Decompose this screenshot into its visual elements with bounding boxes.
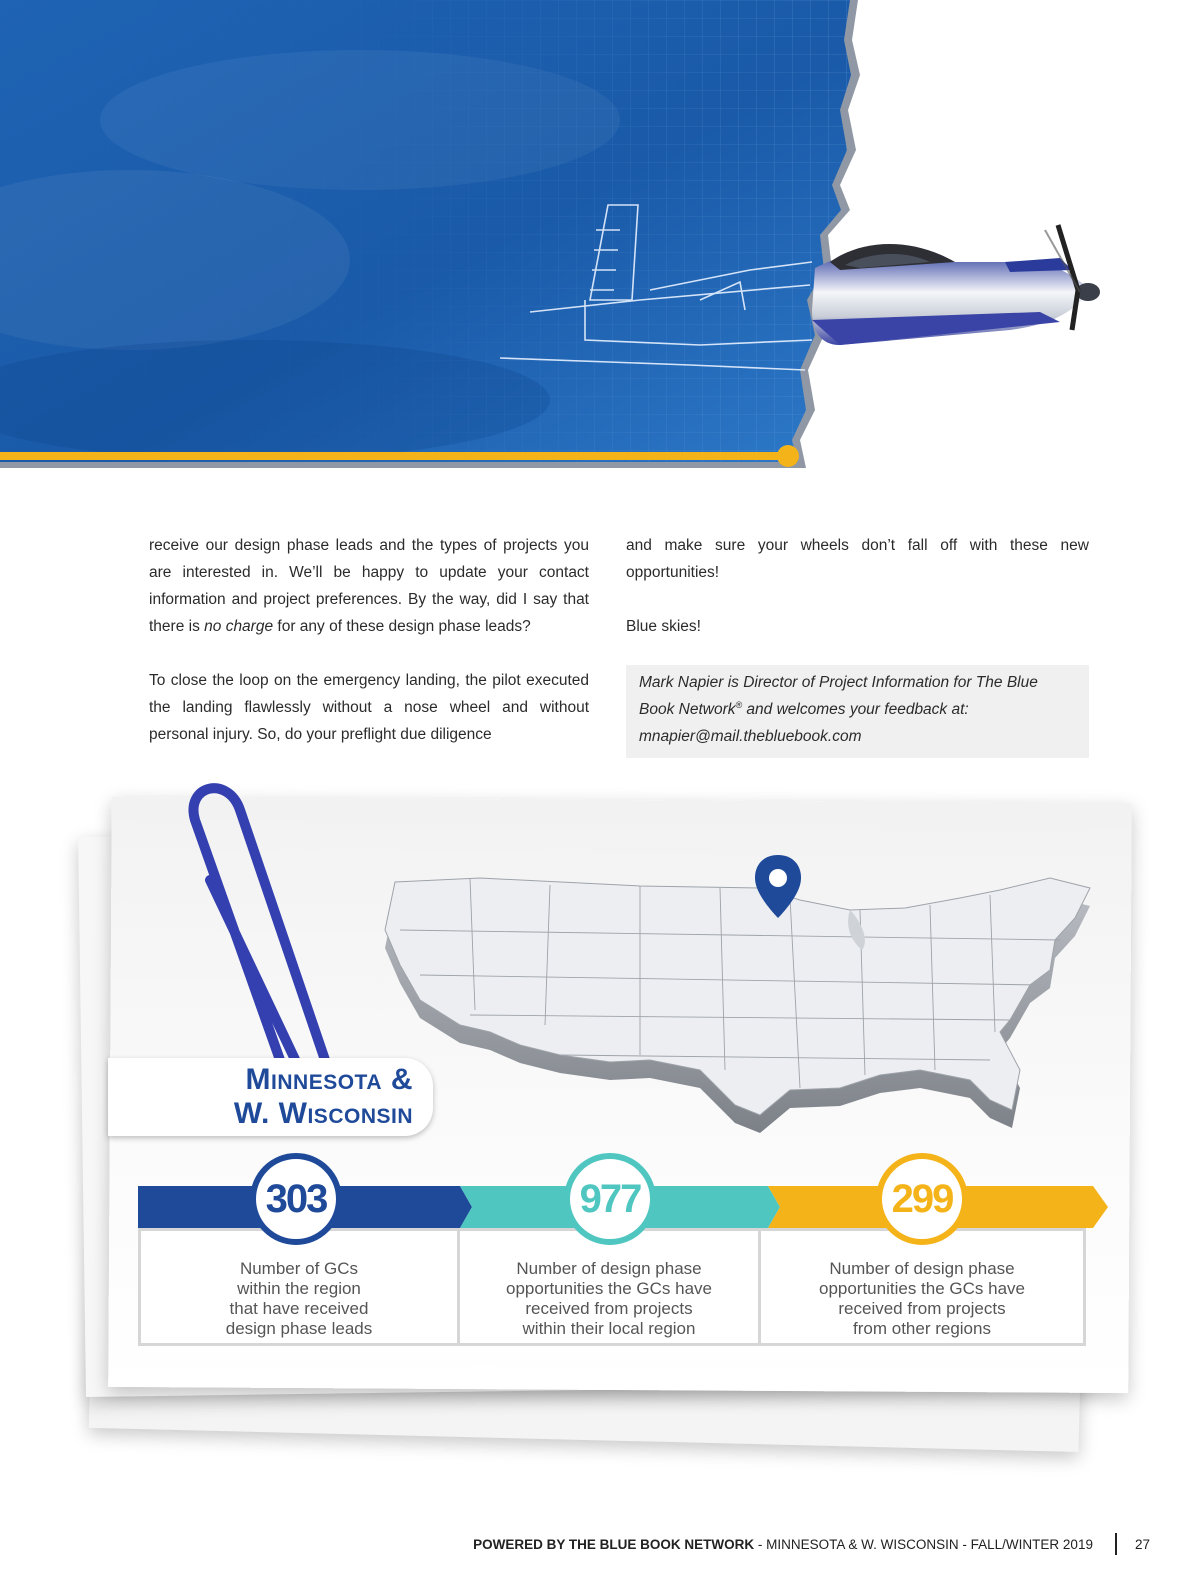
article-left-column	[149, 532, 589, 748]
stat-description-line: Number of design phase	[516, 1259, 702, 1278]
footer-brand: POWERED BY THE BLUE BOOK NETWORK	[473, 1536, 755, 1552]
article-paragraph: To close the loop on the emergency landing, the pilot executed the landing flawlessly without a nose wheel and without personal injury. So, do your preflight due diligence	[149, 672, 589, 743]
region-infographic	[0, 770, 1200, 1450]
stat-description-line: within the region	[237, 1279, 361, 1298]
article-paragraph: and make sure your wheels don’t fall off with these new opportunities!	[626, 537, 1089, 581]
hero-banner	[0, 0, 1200, 480]
stat-description-line: received from projects	[838, 1299, 1006, 1318]
author-bio: Mark Napier is Director of Project Information for The Blue Book Network® and welcomes your feedback at: mnapier@mail.thebluebook.com	[626, 665, 1089, 758]
stat-description-line: from other regions	[853, 1319, 991, 1338]
article-paragraph: Blue skies!	[626, 618, 701, 635]
stat-description-line: opportunities the GCs have	[818, 1279, 1025, 1298]
stat-description-line: design phase leads	[225, 1319, 373, 1338]
registered-mark: ®	[735, 699, 743, 710]
stat-box-other	[758, 1228, 1086, 1346]
emphasis-no-charge: no charge	[204, 618, 274, 635]
stat-description-line: that have received	[229, 1299, 369, 1318]
stat-ribbons	[0, 770, 1200, 1450]
hero-illustration	[0, 0, 1200, 480]
stat-description-line: within their local region	[522, 1319, 696, 1338]
stat-description-line: received from projects	[525, 1299, 693, 1318]
stat-description-line: Number of design phase	[829, 1259, 1015, 1278]
article-paragraph: receive our design phase leads and the types of projects you are interested in. We’ll be happy to update your contact information and project preferences. By the way, did I say that there is no charge for any of these design phase leads?	[149, 537, 589, 635]
stat-description-line: Number of GCs	[239, 1259, 359, 1278]
article-right-column	[626, 532, 1089, 758]
stat-value-circle: 299	[876, 1153, 968, 1245]
stat-description-line: opportunities the GCs have	[505, 1279, 712, 1298]
stat-box-local	[457, 1228, 761, 1346]
region-title-line2: W. Wisconsin	[233, 1097, 413, 1130]
region-title-line1: Minnesota &	[245, 1063, 413, 1096]
stat-value-circle: 303	[250, 1153, 342, 1245]
page-footer	[473, 1533, 1150, 1555]
stat-value-circle: 977	[564, 1153, 656, 1245]
page-number: 27	[1134, 1536, 1150, 1552]
footer-divider	[1115, 1533, 1117, 1555]
stat-box-gcs	[138, 1228, 460, 1346]
footer-edition: - MINNESOTA & W. WISCONSIN - FALL/WINTER 2019	[754, 1536, 1093, 1552]
